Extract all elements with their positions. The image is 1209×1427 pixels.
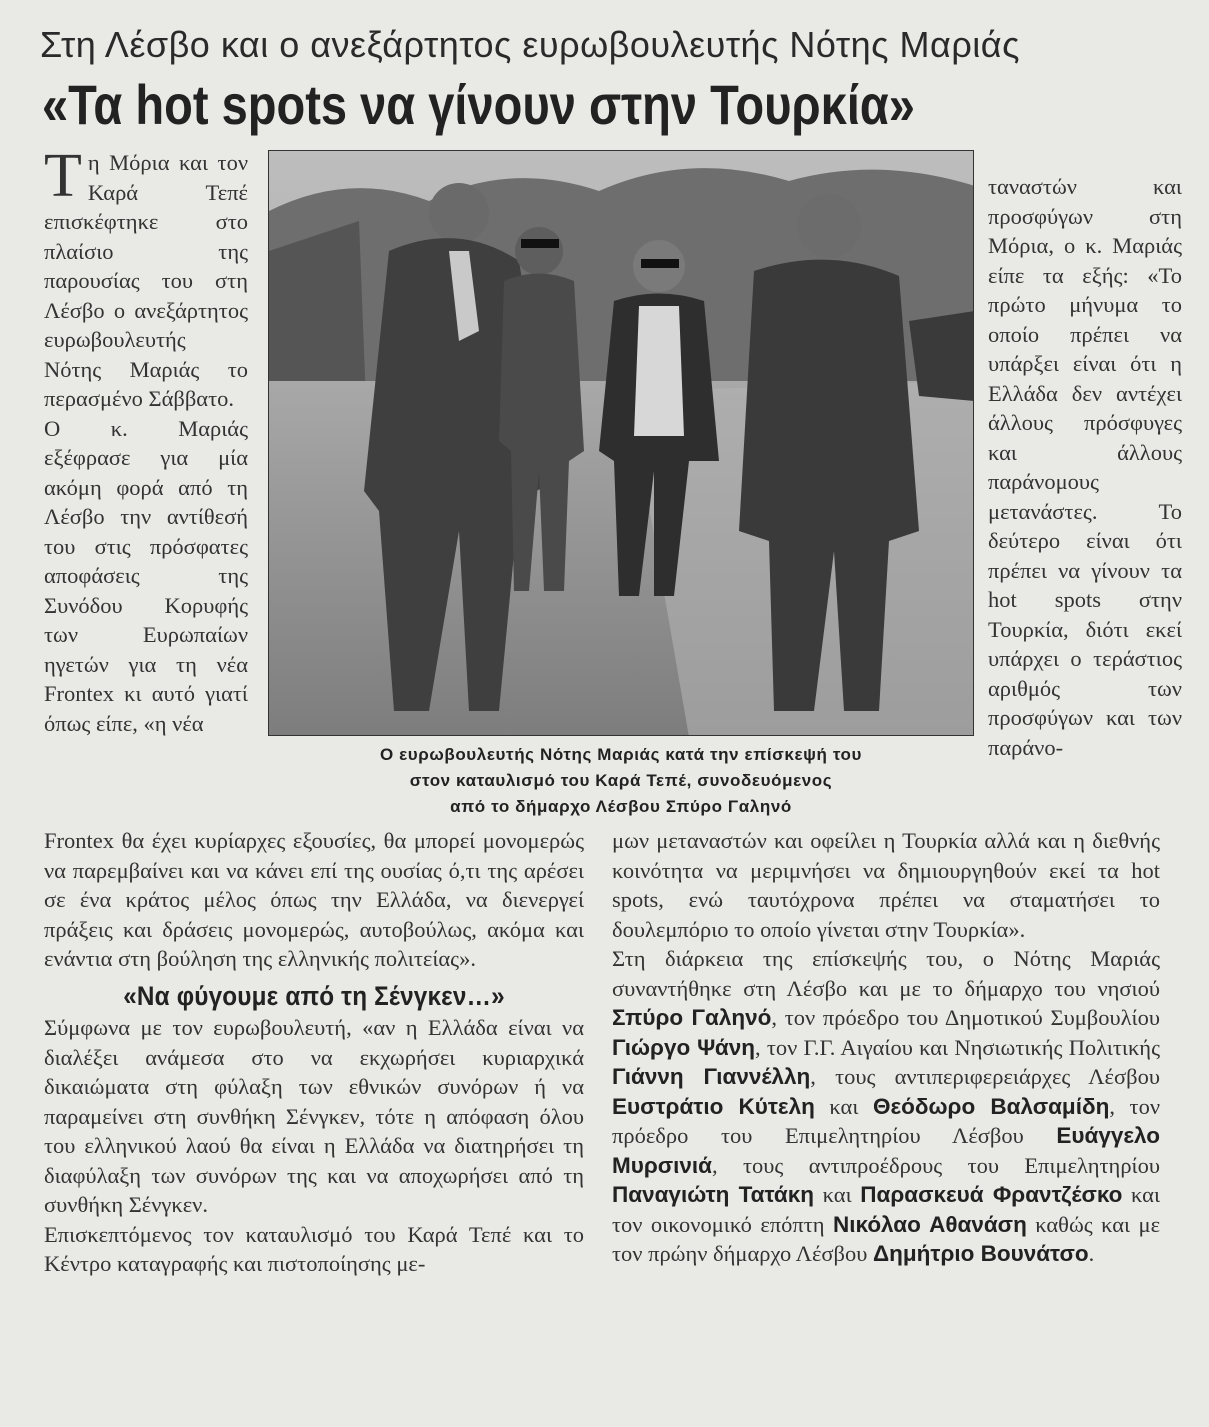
text: .: [1088, 1241, 1095, 1266]
bottom-right-column: [612, 826, 1160, 1269]
caption-line-2: στον καταυλισμό του Καρά Τεπέ, συνοδευόμενος: [409, 771, 833, 790]
body-paragraph-4: μων μεταναστών και οφείλει η Τουρκία αλλά και η διεθνής κοινότητα να μεριμνήσει να δημιουργηθούν εκεί τα hot spots, ενώ ταυτόχρονα πρέπει να σταματήσει το δουλεμπόριο το οποίο γίνεται στην Τουρκία».: [612, 828, 1160, 942]
lead-paragraph-2: Ο κ. Μαριάς εξέφρασε για μία ακόμη φορά από τη Λέσβο την αντίθεσή του στις πρόσφατες αποφάσεις της Συνόδου Κορυφής των Ευρωπαίων ηγετών για τη νέα Frontex κι αυτό γιατί όπως είπε, «η νέα: [44, 415, 248, 736]
right-column: [988, 172, 1182, 762]
dropcap: Τ: [44, 142, 82, 210]
photo-caption: [268, 742, 974, 820]
person-name: Θεόδωρο Βαλσαμίδη: [872, 1093, 1110, 1119]
text: και: [829, 1093, 859, 1119]
text: , τους αντιπροέδρους του Επιμελητηρίου: [712, 1152, 1160, 1178]
caption-line-1: Ο ευρωβουλευτής Νότης Μαριάς κατά την επίσκεψή του: [379, 745, 863, 764]
text: Στη διάρκεια της επίσκεψής του, ο Νότης Μαριάς συναντήθηκε στη Λέσβο και με το δήμαρχο του νησιού: [612, 946, 1160, 1001]
lead-column: [44, 142, 248, 738]
body-paragraph-3: Επισκεπτόμενος τον καταυλισμό του Καρά Τεπέ και το Κέντρο καταγραφής και πιστοποίησης με-: [44, 1221, 584, 1276]
text: , τον Γ.Γ. Αιγαίου και Νησιωτικής Πολιτικής: [754, 1034, 1160, 1060]
text: και: [822, 1182, 852, 1207]
body-paragraph-1: Frontex θα έχει κυρίαρχες εξουσίες, θα μπορεί μονομερώς να παρεμβαίνει και να κάνει επί της ουσίας ό,τι της αρέσει σε ένα κράτος μέλος όπως την Ελλάδα, να διενεργεί πράξεις και δράσεις μονομερώς, αυτοβούλως, ακόμα και ενάντια στη βούληση της ελληνικής πολιτείας».: [44, 828, 584, 971]
lead-text: η Μόρια και τον Καρά Τεπέ επισκέφτηκε στο πλαίσιο της παρουσίας του στη Λέσβο ο ανεξάρτητος ευρωβουλευτής Νότης Μαριάς το περασμένο Σάββατο.: [44, 150, 248, 411]
body-paragraph-2: Σύμφωνα με τον ευρωβουλευτή, «αν η Ελλάδα είναι να διαλέξει ανάμεσα στο να εκχωρήσει κυριαρχικά δικαιώματα στη φύλαξη των εθνικών συνόρων ή να παραμείνει στη συνθήκη Σένγκεν, τότε η απόφαση όλου του ελληνικού λαού θα είναι η Ελλάδα να διατηρήσει τη διαφύλαξη των συνόρων της και να αποχωρήσει από τη συνθήκη Σένγκεν.: [44, 1015, 584, 1217]
headline: «Τα hot spots να γίνουν στην Τουρκία»: [42, 73, 915, 136]
person-name: Σπύρο Γαληνό: [612, 1005, 772, 1030]
person-name: Παναγιώτη Τατάκη: [612, 1182, 815, 1207]
text: , τους αντιπεριφερειάρχες Λέσβου: [810, 1064, 1160, 1089]
text: , τον πρόεδρο του Επιμελητηρίου Λέσβου: [612, 1093, 1160, 1148]
person-name: Παρασκευά Φραντζέσκο: [860, 1182, 1123, 1207]
person-name: Γιώργο Ψάνη: [612, 1034, 755, 1060]
person-name: Ευστράτιο Κύτελη: [612, 1093, 815, 1119]
person-name: Νικόλαο Αθανάση: [833, 1211, 1027, 1237]
text: καθώς και με τον πρώην δήμαρχο Λέσβου: [612, 1211, 1161, 1266]
person-name: Ευάγγελο Μυρσινιά: [612, 1123, 1161, 1178]
text: , τον πρόεδρο του Δημοτικού Συμβουλίου: [771, 1005, 1161, 1030]
subheading: «Να φύγουμε από τη Σένγκεν…»: [123, 980, 505, 1011]
article-photo: [268, 150, 974, 736]
caption-line-3: από το δήμαρχο Λέσβου Σπύρο Γαληνό: [450, 797, 792, 816]
body-paragraph-5: [612, 944, 1160, 1269]
kicker: Στη Λέσβο και ο ανεξάρτητος ευρωβουλευτής Νότης Μαριάς: [40, 24, 1020, 65]
right-column-text: ταναστών και προσφύγων στη Μόρια, ο κ. Μαριάς είπε τα εξής: «Το πρώτο μήνυμα το οποίο πρέπει να υπάρξει είναι ότι η Ελλάδα δεν αντέχει άλλους πρόσφυγες και άλλους παράνομους μετανάστες. Το δεύτερο είναι ότι πρέπει να γίνουν τα hot spots στην Τουρκία, διότι εκεί υπάρχει ο τεράστιος αριθμός των προσφύγων και των παράνο-: [988, 174, 1182, 760]
bottom-left-column: [44, 826, 584, 1279]
photo-illustration: [269, 151, 974, 736]
person-name: Γιάννη Γιαννέλλη: [612, 1064, 811, 1089]
text: και τον οικονομικό επόπτη: [612, 1182, 1161, 1237]
lead-paragraph: [44, 142, 248, 414]
person-name: Δημήτριο Βουνάτσο: [872, 1241, 1089, 1266]
